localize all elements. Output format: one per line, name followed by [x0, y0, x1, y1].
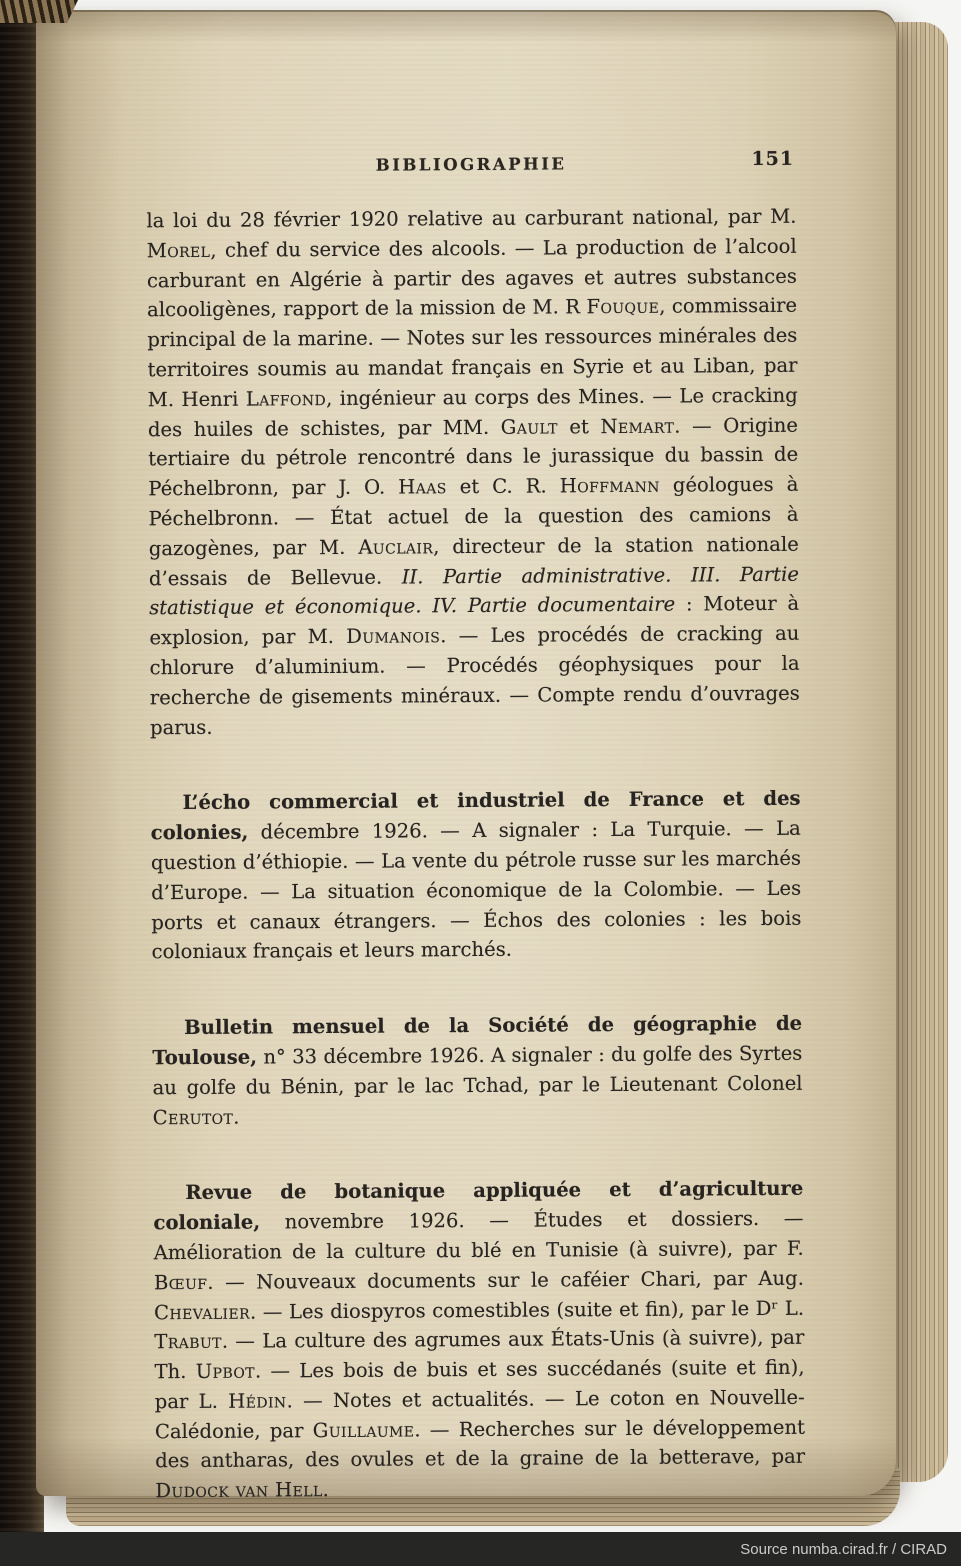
text-run: , commissaire principal de la marine. — Notes sur les ressources minérales des territoires soumis au mandat français en Syrie et au Liban, par M. Henri — [147, 294, 798, 412]
text-run: L’écho commercial et industriel de France et des colonies, — [150, 787, 801, 845]
page-text — [146, 202, 805, 1507]
text-run: Haas — [398, 475, 447, 499]
page-edges-right — [890, 22, 948, 1482]
text-run: Trabut — [154, 1330, 222, 1354]
text-run: Hoffmann — [559, 473, 660, 498]
text-run: Cerutot — [152, 1105, 234, 1129]
text-run: . — La culture des agrumes aux États-Unis (à suivre), par Th. — [154, 1325, 805, 1384]
page-number: 151 — [751, 147, 795, 171]
text-run: Bœuf — [153, 1270, 208, 1294]
text-run: II. Partie administrative. III. Partie statistique et économique. IV. Partie documentaire — [149, 562, 800, 620]
text-run: , directeur de la station nationale d’essais de Bellevue. — [148, 532, 799, 590]
text-run: : Moteur à explosion, par M. — [149, 592, 800, 650]
paragraph — [150, 784, 801, 967]
text-run: . — Recherches sur le développement des antharas, des ovules et de la graine de la betterave, par — [155, 1415, 806, 1473]
text-run: et C. R. — [446, 474, 560, 499]
text-run: n° 33 décembre 1926. A signaler : du golfe des Syrtes au golfe du Bénin, par le lac Tchad, par le Lieutenant Colonel — [152, 1041, 803, 1099]
book-page — [36, 10, 896, 1503]
text-run: , chef du service des alcools. — La production de l’alcool carburant en Algérie à partir des agaves et autres substances alcooligènes, rapport de la mission de M. R — [146, 234, 797, 322]
text-run: Guillaume — [312, 1418, 415, 1442]
text-run: Upbot — [195, 1359, 256, 1384]
paragraph — [146, 202, 800, 743]
text-run: . — [233, 1105, 240, 1129]
text-run: . — Les procédés de cracking au chlorure d’aluminium. — Procédés géophysiques pour la recherche de gisements minéraux. — Compte rendu d’ouvrages parus. — [149, 621, 800, 739]
text-run: . — Les bois de buis et ses succédanés (suite et fin), par L. — [154, 1355, 805, 1414]
text-run: . — [322, 1478, 329, 1502]
text-run: décembre 1926. — A signaler : La Turquie. — La question d’éthiopie. — La vente du pétrole russe sur les marchés d’Europe. — La situation économique de la Colombie. — Les ports et canaux étrangers. — Échos des colonies : les bois coloniaux français et leurs marchés. — [150, 816, 802, 964]
source-bar — [0, 1532, 961, 1566]
text-run: Gault — [500, 414, 558, 439]
text-run: Laffond — [245, 386, 327, 411]
text-run: novembre 1926. — Études et dossiers. — Amélioration de la culture du blé en Tunisie (à suivre), par F. — [153, 1206, 804, 1265]
text-run: la loi du 28 février 1920 relative au carburant national, par M. — [146, 204, 797, 233]
page-header — [146, 148, 796, 179]
text-run: géologues à Péchelbronn. — État actuel de la question des camions à gazogènes, par M. — [148, 472, 799, 561]
spine-headband — [0, 0, 78, 23]
paragraph — [152, 1009, 803, 1133]
text-run: Fouque — [586, 295, 660, 319]
running-title: BIBLIOGRAPHIE — [375, 154, 567, 175]
text-run: Hédin — [228, 1389, 287, 1413]
text-run: . — Notes et actualités. — Le coton en Nouvelle-Calédonie, par — [154, 1385, 805, 1443]
text-run: Morel — [146, 238, 211, 263]
text-run: Bulletin mensuel de la Société de géographie de Toulouse, — [152, 1011, 803, 1070]
source-credit: Source numba.cirad.fr / CIRAD — [740, 1540, 947, 1558]
text-run: Nemart — [600, 414, 675, 438]
text-run: Revue de botanique appliquée et d’agriculture coloniale, — [153, 1177, 804, 1235]
text-run: , ingénieur au corps des Mines. — Le cracking des huiles de schistes, par MM. — [147, 383, 798, 441]
paragraph — [153, 1174, 805, 1506]
text-run: . — Les diospyros comestibles (suite et fin), par le Dʳ L. — [249, 1296, 805, 1324]
text-run: Dudock van Hell — [155, 1478, 323, 1503]
page-content — [146, 148, 805, 1507]
text-run: . — Nouveaux documents sur le caféier Chari, par Aug. — [207, 1266, 804, 1294]
text-run: Auclair — [358, 535, 434, 559]
text-run: et — [557, 414, 601, 438]
text-run: Chevalier — [154, 1300, 251, 1324]
text-run: Dumanois — [346, 624, 441, 649]
text-run: . — Origine tertiaire du pétrole rencontré dans le jurassique du bassin de Péchelbronn, par J. O. — [148, 413, 799, 501]
